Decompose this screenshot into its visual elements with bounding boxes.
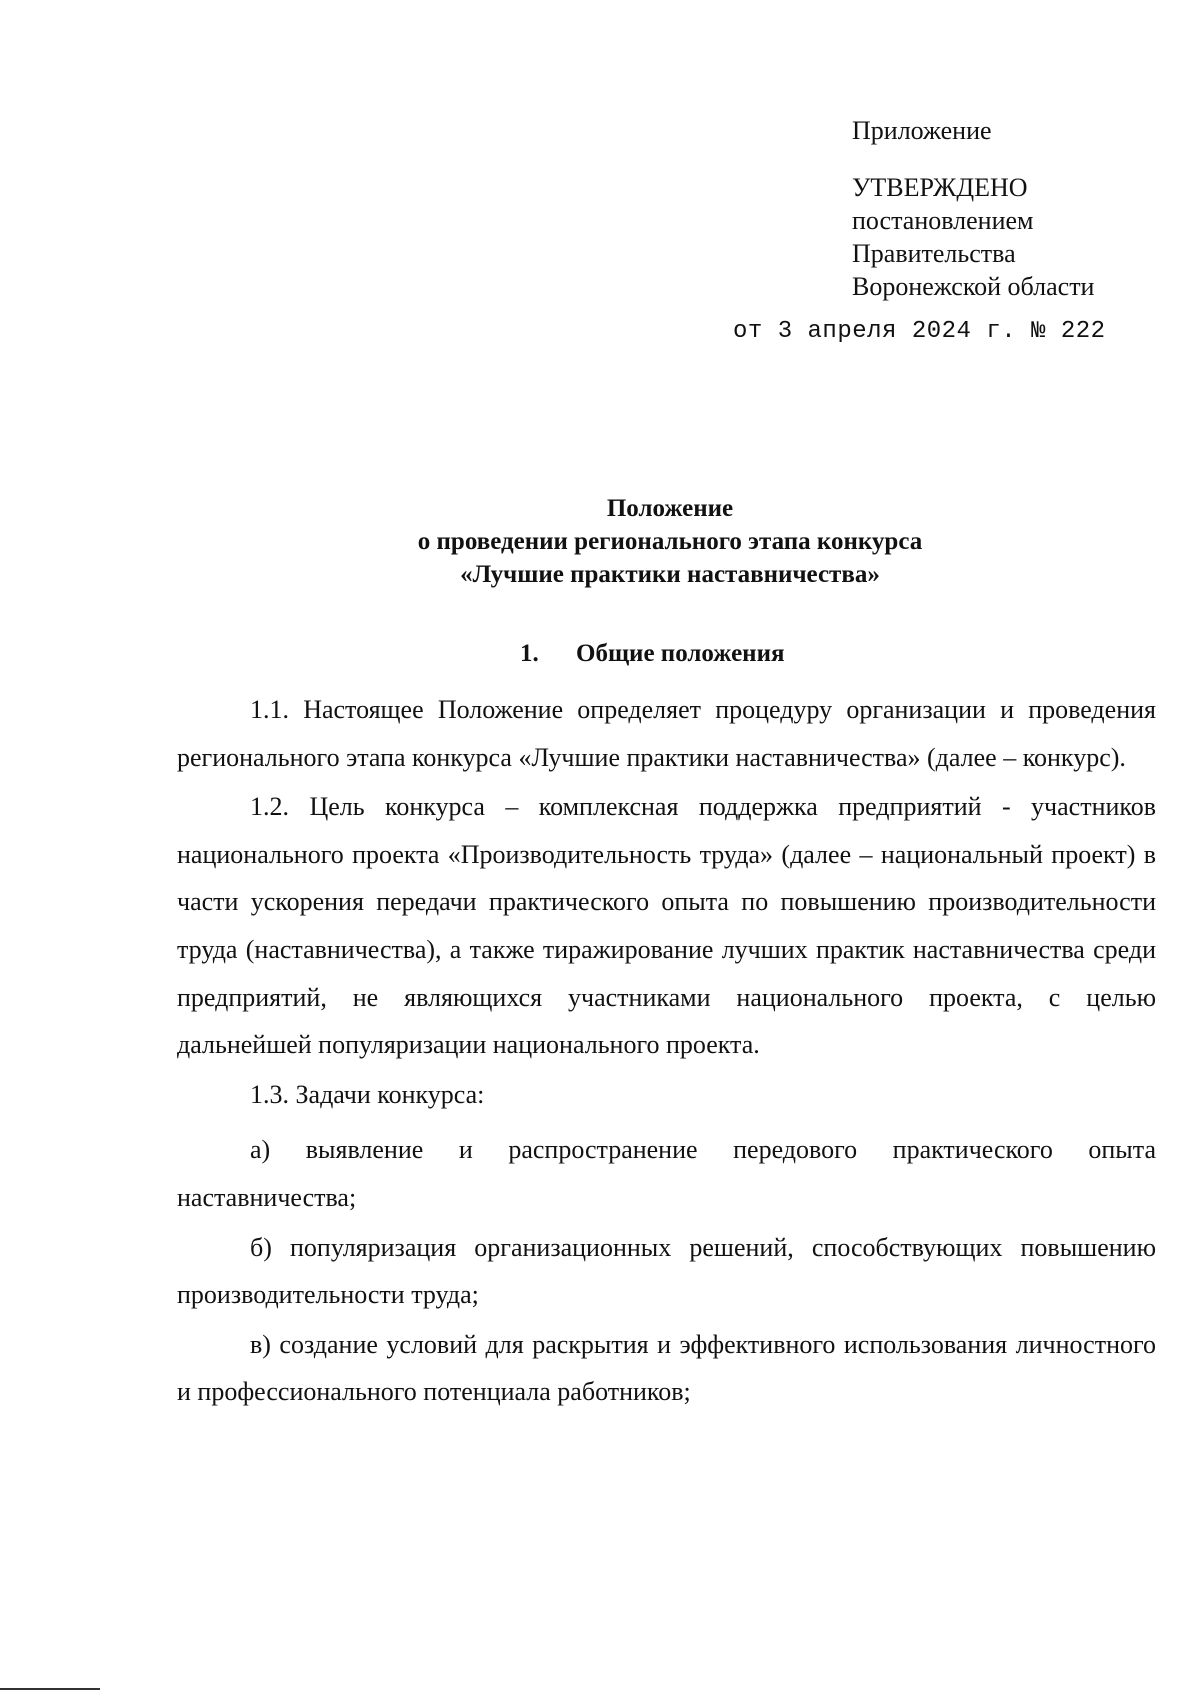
paragraph-1-2: 1.2. Цель конкурса – комплексная поддержка предприятий - участников национального проекта «Производительность труда» (далее – национальный проект) в части ускорения передачи практического опыта по повышению производительности труда (наставничества), а также тиражирование лучших практик наставничества среди предприятий, не являющихся участниками национального проекта, с целью дальнейшей популяризации национального проекта. [177, 792, 1156, 1060]
title-line-3: «Лучшие практики наставничества» [460, 561, 880, 588]
title-line-2: о проведении регионального этапа конкурса [417, 528, 923, 555]
footer-rule [0, 1688, 100, 1690]
title-line-1: Положение [606, 495, 734, 522]
list-item-a: а) выявление и распространение передового практического опыта наставничества; [177, 1135, 1156, 1212]
document-body [177, 686, 1156, 1418]
approval-date: от 3 апреля 2024 г. № 222 [733, 318, 1106, 345]
approved-line-1: постановлением [852, 206, 1034, 235]
approved-line-3: Воронежской области [852, 272, 1095, 301]
list-item-c: в) создание условий для раскрытия и эффективного использования личностного и профессионального потенциала работников; [177, 1329, 1156, 1407]
paragraph-1-1: 1.1. Настоящее Положение определяет процедуру организации и проведения регионального этапа конкурса «Лучшие практики наставничества» (далее – конкурс). [177, 695, 1156, 772]
section-heading [520, 640, 785, 668]
approval-block [852, 114, 1094, 303]
approved-label: УТВЕРЖДЕНО [852, 173, 1028, 202]
approved-line-2: Правительства [852, 239, 1016, 268]
section-number: 1. [520, 640, 539, 667]
appendix-label: Приложение [852, 116, 992, 145]
list-item-b: б) популяризация организационных решений, способствующих повышению производительности труда; [177, 1232, 1156, 1310]
document-title [0, 492, 1200, 591]
section-title: Общие положения [576, 640, 785, 667]
paragraph-1-3: 1.3. Задачи конкурса: [250, 1079, 485, 1109]
